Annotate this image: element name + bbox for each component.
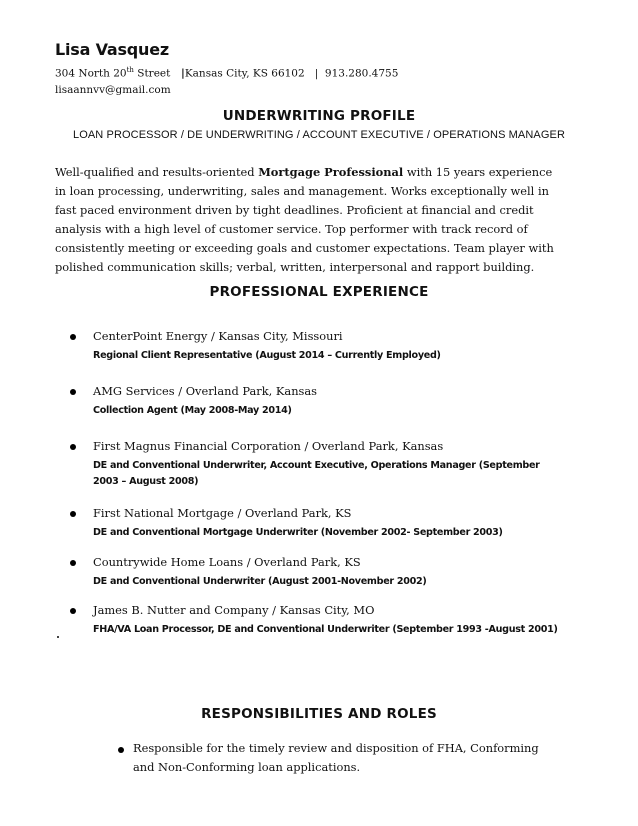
address-city: Kansas City, KS 66102 <box>184 67 305 80</box>
experience-company: First National Mortgage / Overland Park, KS <box>93 506 352 520</box>
email-address: lisaannvv@gmail.com <box>55 84 171 96</box>
experience-role: Regional Client Representative (August 2014 – Currently Employed) <box>93 350 441 361</box>
bullet-icon <box>70 389 76 395</box>
profile-subtitle: LOAN PROCESSOR / DE UNDERWRITING / ACCOUNT EXECUTIVE / OPERATIONS MANAGER <box>73 129 565 141</box>
address-street-suffix: Street <box>133 67 171 80</box>
summary-intro: Well-qualified and results-oriented <box>55 165 259 179</box>
profile-summary <box>55 163 555 277</box>
summary-emphasis: Mortgage Professional <box>258 165 404 179</box>
experience-company: First Magnus Financial Corporation / Overland Park, Kansas <box>93 439 444 453</box>
bullet-icon <box>70 560 76 566</box>
experience-company: Countrywide Home Loans / Overland Park, KS <box>93 555 361 569</box>
bullet-icon <box>70 608 76 614</box>
experience-role: DE and Conventional Underwriter, Account Executive, Operations Manager (September 2003 – August 2008) <box>93 460 540 487</box>
responsibility-item: Responsible for the timely review and disposition of FHA, Conforming and Non-Conforming loan applications. <box>133 741 539 774</box>
contact-line: 304 North 20th Street |Kansas City, KS 66102 | 913.280.4755 <box>55 66 399 80</box>
experience-company: James B. Nutter and Company / Kansas City, MO <box>93 603 375 617</box>
stray-dot <box>57 636 59 638</box>
address-street: 304 North 20 <box>55 67 127 80</box>
experience-heading: PROFESSIONAL EXPERIENCE <box>209 284 429 300</box>
candidate-name: Lisa Vasquez <box>55 40 170 59</box>
address-street-suffix-sup: th <box>126 66 134 74</box>
bullet-icon <box>70 511 76 517</box>
phone-number: 913.280.4755 <box>324 67 399 80</box>
bullet-icon <box>70 334 76 340</box>
summary-body: with 15 years experience in loan processing, underwriting, sales and management. Works exceptionally well in fast paced environment driven by tight deadlines. Proficient at financial and credit analysis with a high level of customer service. Top performer with track record of consistently meeting or exceeding goals and customer expectations. Team player with polished communication skills; verbal, written, interpersonal and rapport building. <box>55 165 554 274</box>
experience-role: Collection Agent (May 2008-May 2014) <box>93 405 292 416</box>
bullet-icon <box>118 747 124 753</box>
profile-heading: UNDERWRITING PROFILE <box>222 108 416 124</box>
experience-company: AMG Services / Overland Park, Kansas <box>93 384 318 398</box>
experience-role: DE and Conventional Mortgage Underwriter (November 2002- September 2003) <box>93 527 503 538</box>
experience-company: CenterPoint Energy / Kansas City, Missouri <box>93 329 343 343</box>
bullet-icon <box>70 444 76 450</box>
responsibilities-heading: RESPONSIBILITIES AND ROLES <box>201 706 437 722</box>
experience-role: FHA/VA Loan Processor, DE and Conventional Underwriter (September 1993 -August 2001) <box>93 624 558 635</box>
experience-role: DE and Conventional Underwriter (August 2001-November 2002) <box>93 576 427 587</box>
